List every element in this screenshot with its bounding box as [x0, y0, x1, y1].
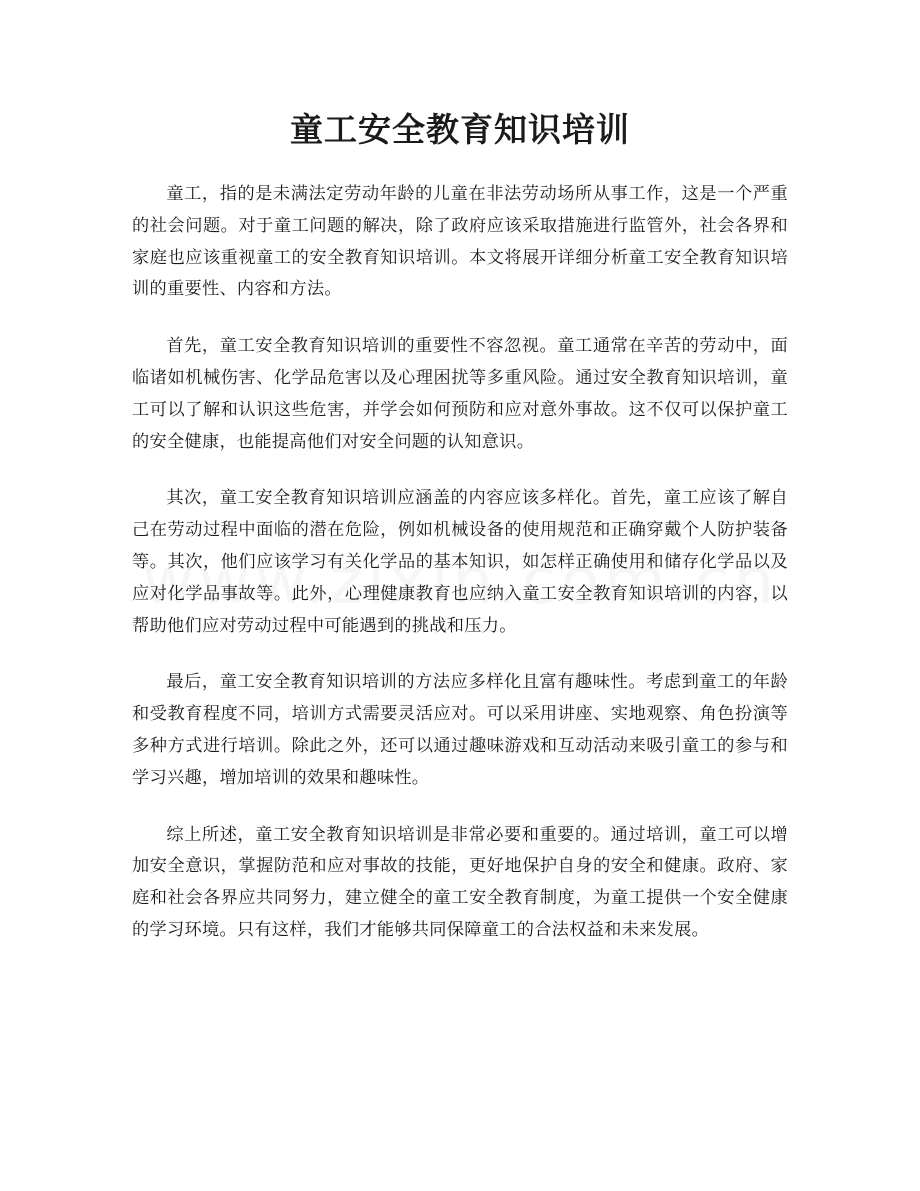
paragraph-importance: 首先，童工安全教育知识培训的重要性不容忽视。童工通常在辛苦的劳动中，面临诸如机械伤害、化学品危害以及心理困扰等多重风险。通过安全教育知识培训，童工可以了解和认识这些危害，并学会如何预防和应对意外事故。这不仅可以保护童工的安全健康，也能提高他们对安全问题的认知意识。 — [132, 336, 788, 452]
paragraph-content: 其次，童工安全教育知识培训应涵盖的内容应该多样化。首先，童工应该了解自己在劳动过程中面临的潜在危险，例如机械设备的使用规范和正确穿戴个人防护装备等。其次，他们应该学习有关化学品的基本知识，如怎样正确使用和储存化学品以及应对化学品事故等。此外，心理健康教育也应纳入童工安全教育知识培训的内容，以帮助他们应对劳动过程中可能遇到的挑战和压力。 — [132, 488, 788, 636]
document-title: 童工安全教育知识培训 — [290, 110, 630, 149]
document-body — [132, 179, 788, 972]
paragraph-methods: 最后，童工安全教育知识培训的方法应多样化且富有趣味性。考虑到童工的年龄和受教育程度不同，培训方式需要灵活应对。可以采用讲座、实地观察、角色扮演等多种方式进行培训。除此之外，还可以通过趣味游戏和互动活动来吸引童工的参与和学习兴趣，增加培训的效果和趣味性。 — [132, 672, 788, 788]
paragraph-conclusion: 综上所述，童工安全教育知识培训是非常必要和重要的。通过培训，童工可以增加安全意识，掌握防范和应对事故的技能，更好地保护自身的安全和健康。政府、家庭和社会各界应共同努力，建立健全的童工安全教育制度，为童工提供一个安全健康的学习环境。只有这样，我们才能够共同保障童工的合法权益和未来发展。 — [132, 824, 788, 940]
paragraph-intro: 童工，指的是未满法定劳动年龄的儿童在非法劳动场所从事工作，这是一个严重的社会问题。对于童工问题的解决，除了政府应该采取措施进行监管外，社会各界和家庭也应该重视童工的安全教育知识培训。本文将展开详细分析童工安全教育知识培训的重要性、内容和方法。 — [132, 184, 788, 300]
